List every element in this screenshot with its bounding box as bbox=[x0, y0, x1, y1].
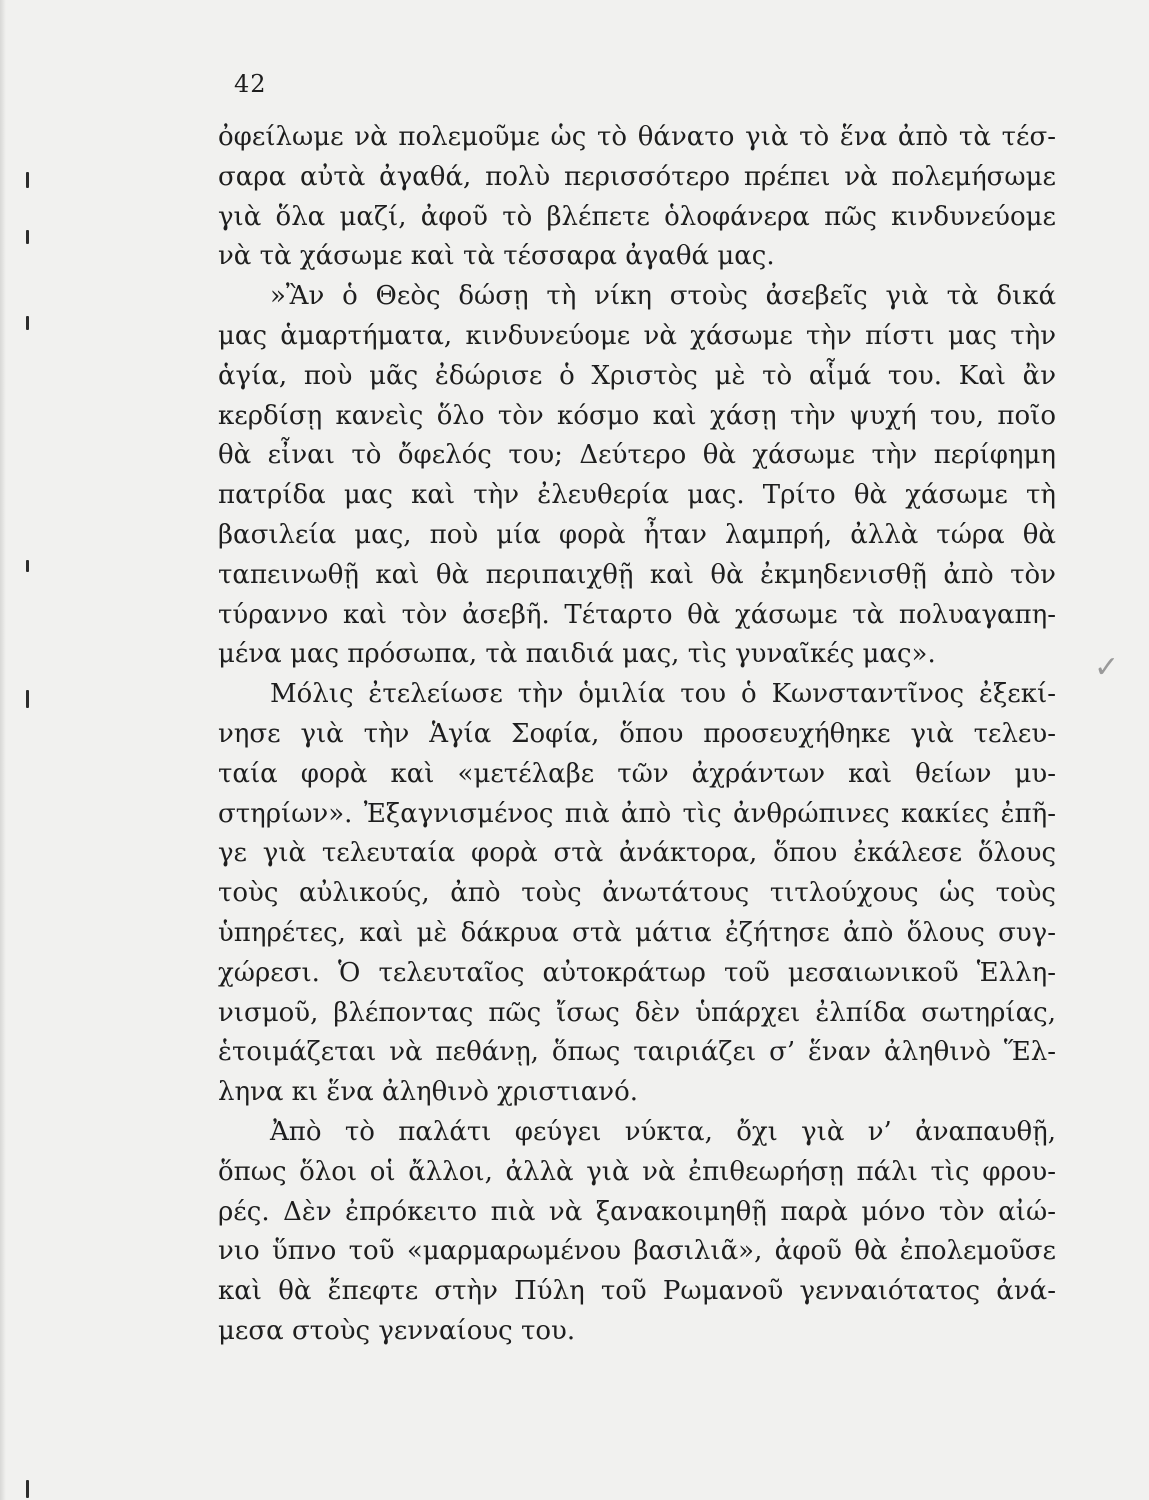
text-line: πατρίδα μας καὶ τὴν ἐλευθερία μας. Τρίτο θὰ χάσωμε τὴ bbox=[218, 480, 1056, 511]
text-line: ὅπως ὅλοι οἱ ἄλλοι, ἀλλὰ γιὰ νὰ ἐπιθεωρήσῃ πάλι τὶς φρου- bbox=[218, 1156, 1056, 1187]
margin-mark bbox=[26, 230, 29, 244]
text-line: καὶ θὰ ἔπεφτε στὴν Πύλη τοῦ Ρωμανοῦ γενναιότατος ἀνά- bbox=[218, 1276, 1056, 1307]
text-line: »Ἂν ὁ Θεὸς δώσῃ τὴ νίκη στοὺς ἀσεβεῖς γιὰ τὰ δικά bbox=[270, 281, 1056, 312]
text-line: στηρίων». Ἐξαγνισμένος πιὰ ἀπὸ τὶς ἀνθρώπινες κακίες ἐπῆ- bbox=[218, 798, 1056, 829]
margin-mark bbox=[26, 1480, 29, 1498]
text-line: χώρεσι. Ὁ τελευταῖος αὐτοκράτωρ τοῦ μεσαιωνικοῦ Ἑλλη- bbox=[218, 957, 1056, 988]
text-line: γε γιὰ τελευταία φορὰ στὰ ἀνάκτορα, ὅπου ἐκάλεσε ὅλους bbox=[218, 838, 1056, 869]
text-line: ρές. Δὲν ἐπρόκειτο πιὰ νὰ ξανακοιμηθῇ παρὰ μόνο τὸν αἰώ- bbox=[218, 1196, 1056, 1227]
text-line: νιο ὕπνο τοῦ «μαρμαρωμένου βασιλιᾶ», ἀφοῦ θὰ ἐπολεμοῦσε bbox=[218, 1236, 1056, 1267]
text-line: τοὺς αὐλικούς, ἀπὸ τοὺς ἀνωτάτους τιτλούχους ὡς τοὺς bbox=[218, 878, 1056, 909]
margin-mark bbox=[26, 172, 29, 188]
margin-mark bbox=[26, 560, 29, 572]
text-line: ὑπηρέτες, καὶ μὲ δάκρυα στὰ μάτια ἐζήτησε ἀπὸ ὅλους συγ- bbox=[218, 917, 1056, 948]
text-line: τύραννο καὶ τὸν ἀσεβῆ. Τέταρτο θὰ χάσωμε τὰ πολυαγαπη- bbox=[218, 599, 1056, 630]
text-line: βασιλεία μας, ποὺ μία φορὰ ἦταν λαμπρή, ἀλλὰ τώρα θὰ bbox=[218, 519, 1056, 550]
page-number: 42 bbox=[234, 70, 267, 98]
text-line: ἁγία, ποὺ μᾶς ἐδώρισε ὁ Χριστὸς μὲ τὸ αἷμά του. Καὶ ἂν bbox=[218, 360, 1056, 391]
text-line: γιὰ ὅλα μαζί, ἀφοῦ τὸ βλέπετε ὁλοφάνερα πῶς κινδυνεύομε bbox=[218, 201, 1056, 232]
page-edge-shadow bbox=[0, 0, 6, 1500]
text-line: νισμοῦ, βλέποντας πῶς ἴσως δὲν ὑπάρχει ἐλπίδα σωτηρίας, bbox=[218, 997, 1056, 1028]
text-line: ταπεινωθῇ καὶ θὰ περιπαιχθῇ καὶ θὰ ἐκμηδενισθῇ ἀπὸ τὸν bbox=[218, 559, 1056, 590]
text-line: θὰ εἶναι τὸ ὄφελός του; Δεύτερο θὰ χάσωμε τὴν περίφημη bbox=[218, 440, 1056, 471]
text-line: ταία φορὰ καὶ «μετέλαβε τῶν ἀχράντων καὶ θείων μυ- bbox=[218, 758, 1056, 789]
text-line: σαρα αὐτὰ ἀγαθά, πολὺ περισσότερο πρέπει νὰ πολεμήσωμε bbox=[218, 161, 1056, 192]
text-line: ληνα κι ἕνα ἀληθινὸ χριστιανό. bbox=[218, 1077, 638, 1108]
text-line: ὀφείλωμε νὰ πολεμοῦμε ὡς τὸ θάνατο γιὰ τὸ ἕνα ἀπὸ τὰ τέσ- bbox=[218, 122, 1056, 152]
margin-mark bbox=[26, 316, 29, 330]
text-line: ἑτοιμάζεται νὰ πεθάνῃ, ὅπως ταιριάζει σ’ ἕναν ἀληθινὸ Ἕλ- bbox=[218, 1037, 1056, 1068]
text-line: κερδίσῃ κανεὶς ὅλο τὸν κόσμο καὶ χάσῃ τὴν ψυχή του, ποῖο bbox=[218, 400, 1056, 431]
text-line: νὰ τὰ χάσωμε καὶ τὰ τέσσαρα ἀγαθά μας. bbox=[218, 241, 775, 272]
body-text bbox=[218, 118, 1056, 1352]
text-line: νησε γιὰ τὴν Ἁγία Σοφία, ὅπου προσευχήθηκε γιὰ τελευ- bbox=[218, 718, 1056, 749]
text-line: μεσα στοὺς γενναίους του. bbox=[218, 1315, 576, 1346]
text-line: μένα μας πρόσωπα, τὰ παιδιά μας, τὶς γυναῖκές μας». bbox=[218, 639, 936, 670]
pencil-check-mark: ✓ bbox=[1094, 650, 1120, 685]
text-line: Ἀπὸ τὸ παλάτι φεύγει νύκτα, ὄχι γιὰ ν’ ἀναπαυθῇ, bbox=[270, 1116, 1056, 1147]
text-line: μας ἁμαρτήματα, κινδυνεύομε νὰ χάσωμε τὴν πίστι μας τὴν bbox=[218, 320, 1056, 351]
margin-mark bbox=[26, 690, 29, 708]
text-line: Μόλις ἐτελείωσε τὴν ὁμιλία του ὁ Κωνσταντῖνος ἐξεκί- bbox=[270, 679, 1056, 710]
